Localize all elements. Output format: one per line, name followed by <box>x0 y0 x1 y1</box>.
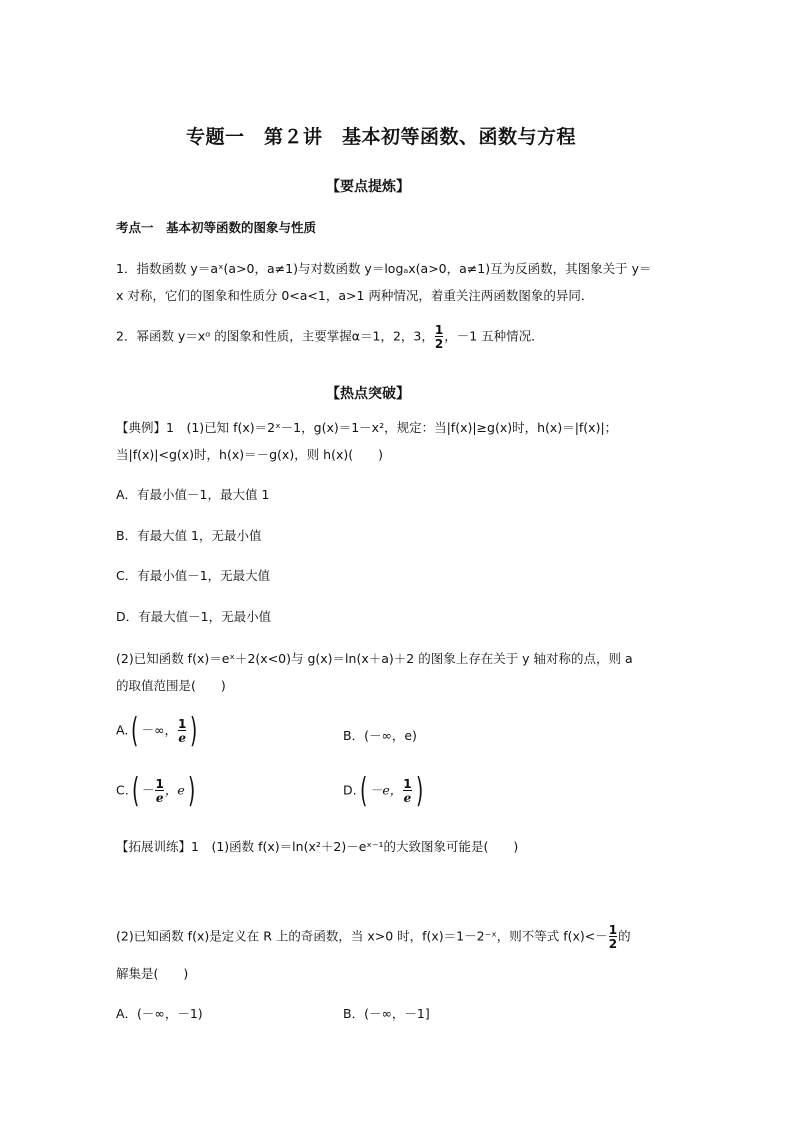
option-d-label: D. <box>343 782 357 798</box>
option-c-sign: － <box>141 782 155 798</box>
frac-numerator: 1 <box>155 777 164 791</box>
kp1-heading: 考点一 基本初等函数的图象与性质 <box>116 220 317 235</box>
example1-line1: 【典例】1 (1)已知 f(x)＝2ˣ－1，g(x)＝1－x²，规定：当|f(x)|≥g(x)时，h(x)＝|f(x)|； <box>116 420 618 435</box>
example2-line2: 的取值范围是( ) <box>116 678 226 693</box>
fraction-one-half <box>609 924 617 950</box>
fraction-1-over-e <box>155 778 163 804</box>
frac-denominator: e <box>155 791 164 805</box>
option-d-left: －e， <box>369 782 403 798</box>
extension2-option-b: B．(－∞，－1] <box>343 1006 430 1021</box>
kp1-item1-line2: x 对称，它们的图象和性质分 0<a<1，a>1 两种情况，着重关注两函数图象的异同． <box>116 288 594 303</box>
frac-numerator: 1 <box>403 777 412 791</box>
kp1-item2-text-after: ，－1 五种情况． <box>444 328 544 344</box>
right-paren: ) <box>187 771 196 811</box>
option-c-right: ，e <box>164 782 185 798</box>
frac-denominator: e <box>178 731 186 745</box>
extension2-line2: 解集是( ) <box>116 966 189 981</box>
option-a-left: －∞， <box>141 722 177 738</box>
frac-denominator: e <box>403 791 412 805</box>
section-key-points: 【要点提炼】 <box>326 179 410 195</box>
example1-option-d: D．有最大值－1，无最小值 <box>116 609 272 624</box>
extension-line1: 【拓展训练】1 (1)函数 f(x)＝ln(x²＋2)－eˣ⁻¹的大致图象可能是( ) <box>116 839 519 854</box>
extension2-text-before: (2)已知函数 f(x)是定义在 R 上的奇函数，当 x>0 时，f(x)＝1－2⁻ˣ，则不等式 f(x)<－ <box>116 928 608 944</box>
left-paren: ( <box>131 771 139 811</box>
kp1-item2-text-before: 2．幂函数 y＝xᵅ 的图象和性质，主要掌握α＝1，2，3， <box>116 328 434 344</box>
example2-option-c <box>116 771 198 811</box>
kp1-item1-line1: 1．指数函数 y＝aˣ(a>0，a≠1)与对数函数 y＝logₐx(a>0，a≠1)互为反函数，其图象关于 y＝ <box>116 261 652 276</box>
example1-option-a: A．有最小值－1，最大值 1 <box>116 487 270 502</box>
page-title: 专题一 第２讲 基本初等函数、函数与方程 <box>186 126 577 148</box>
extension2-text-after: 的 <box>618 928 631 944</box>
frac-denominator: 2 <box>608 937 618 951</box>
right-paren: ) <box>190 711 198 751</box>
extension2-line1 <box>116 924 631 950</box>
frac-denominator: 2 <box>434 337 444 351</box>
example2-option-b: B．(－∞，e) <box>343 728 417 743</box>
frac-numerator: 1 <box>434 323 444 337</box>
fraction-one-half <box>435 324 443 350</box>
option-a-label: A. <box>116 722 129 738</box>
extension2-option-a: A．(－∞，－1) <box>116 1006 203 1021</box>
left-paren: ( <box>131 711 139 751</box>
fraction-1-over-e <box>178 718 186 744</box>
example1-option-b: B．有最大值 1，无最小值 <box>116 528 262 543</box>
section-hot-topics: 【热点突破】 <box>326 386 410 402</box>
example1-option-c: C．有最小值－1，无最大值 <box>116 568 271 583</box>
example2-option-d <box>343 771 426 811</box>
left-paren: ( <box>359 771 367 811</box>
kp1-item2 <box>116 324 544 350</box>
frac-numerator: 1 <box>608 923 618 937</box>
example2-option-a <box>116 711 201 751</box>
frac-numerator: 1 <box>178 717 187 731</box>
fraction-1-over-e <box>403 778 411 804</box>
example2-line1: (2)已知函数 f(x)＝eˣ＋2(x<0)与 g(x)＝ln(x＋a)＋2 的图象上存在关于 y 轴对称的点，则 a <box>116 651 633 666</box>
option-c-label: C. <box>116 782 129 798</box>
example1-line2: 当|f(x)|<g(x)时，h(x)＝－g(x)，则 h(x)( ) <box>116 447 383 462</box>
right-paren: ) <box>415 771 423 811</box>
